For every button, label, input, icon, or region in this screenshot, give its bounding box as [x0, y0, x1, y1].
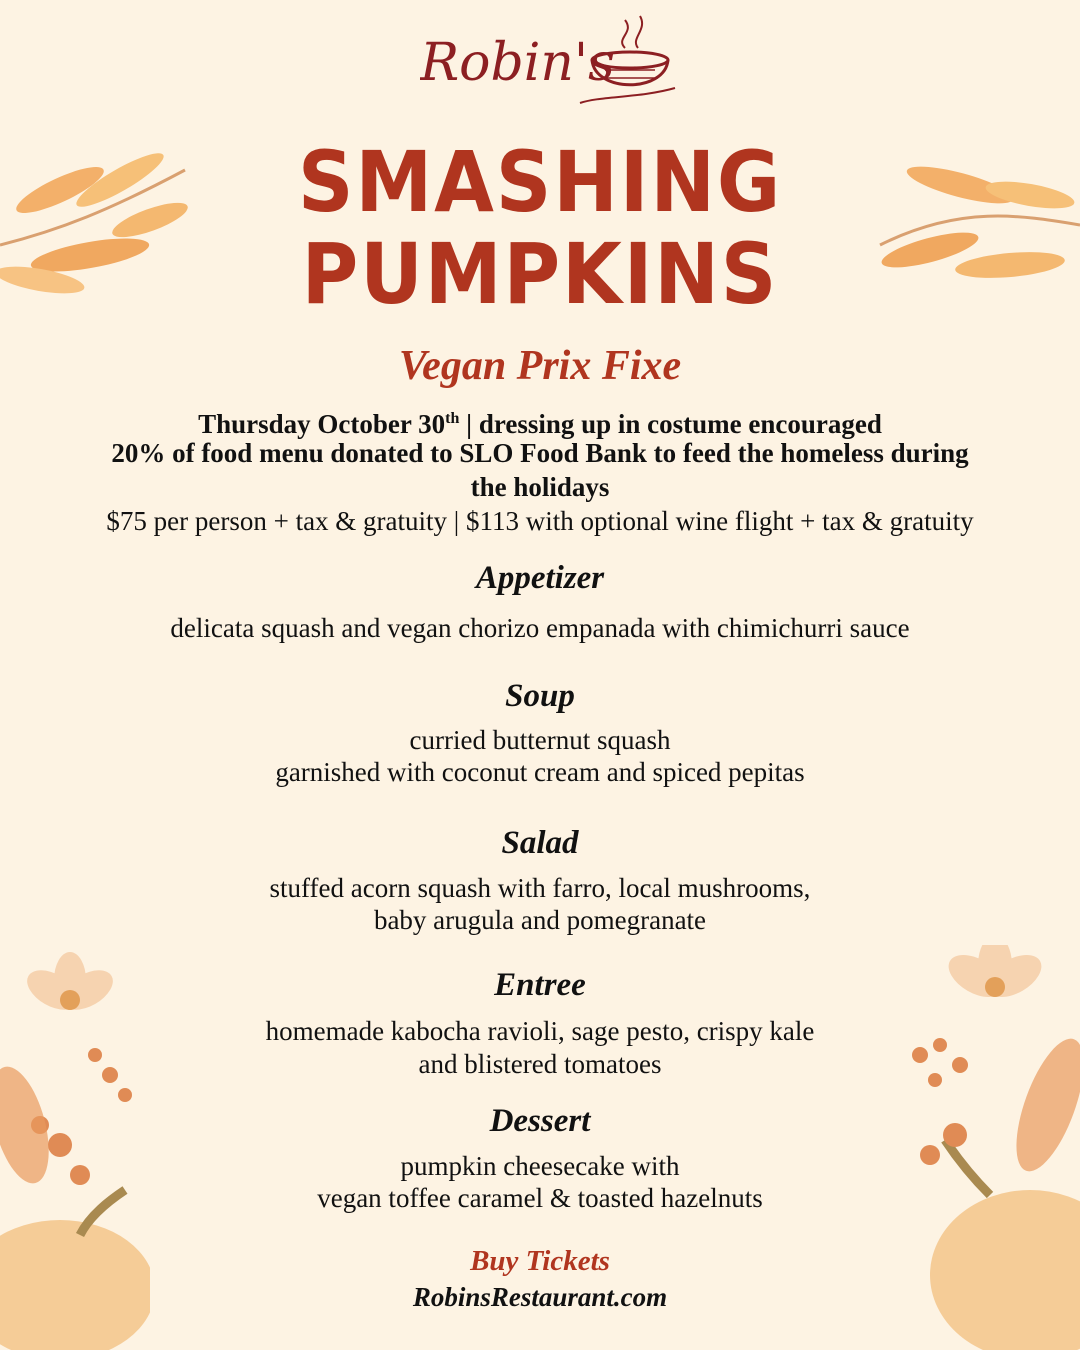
course-heading-salad: Salad — [501, 825, 579, 861]
course-heading-soup: Soup — [505, 678, 575, 714]
course-heading-appetizer: Appetizer — [475, 560, 605, 596]
course-entree-line-2: and blistered tomatoes — [418, 1049, 662, 1079]
donation-line-1: 20% of food menu donated to SLO Food Bank to feed the homeless during — [111, 438, 969, 468]
event-date-suffix: th — [445, 410, 460, 427]
logo-text: Robin's — [420, 33, 615, 93]
pricing-line: $75 per person + tax & gratuity | $113 with optional wine flight + tax & gratuity — [106, 506, 974, 536]
course-entree-line-1: homemade kabocha ravioli, sage pesto, crispy kale — [265, 1016, 815, 1046]
website-link[interactable]: RobinsRestaurant.com — [412, 1282, 668, 1312]
course-heading-entree: Entree — [494, 967, 586, 1003]
event-subtitle: Vegan Prix Fixe — [398, 343, 682, 389]
robins-logo — [420, 8, 680, 118]
buy-tickets-label[interactable]: Buy Tickets — [470, 1245, 610, 1277]
course-soup-line-1: curried butternut squash — [409, 725, 671, 755]
event-date: Thursday October 30 — [198, 409, 446, 439]
event-title-line-1: SMASHING — [297, 133, 783, 231]
course-soup-line-2: garnished with coconut cream and spiced pepitas — [275, 757, 805, 787]
course-dessert-line-1: pumpkin cheesecake with — [400, 1151, 680, 1181]
event-title-line-2: PUMPKINS — [301, 225, 779, 323]
event-costume-note: | dressing up in costume encouraged — [459, 409, 882, 439]
course-salad-line-2: baby arugula and pomegranate — [373, 905, 707, 935]
course-salad-line-1: stuffed acorn squash with farro, local mushrooms, — [269, 873, 811, 903]
course-appetizer-line-1: delicata squash and vegan chorizo empanada with chimichurri sauce — [170, 613, 910, 643]
donation-line-2: the holidays — [470, 472, 610, 502]
course-heading-dessert: Dessert — [489, 1103, 591, 1139]
course-dessert-line-2: vegan toffee caramel & toasted hazelnuts — [317, 1183, 763, 1213]
